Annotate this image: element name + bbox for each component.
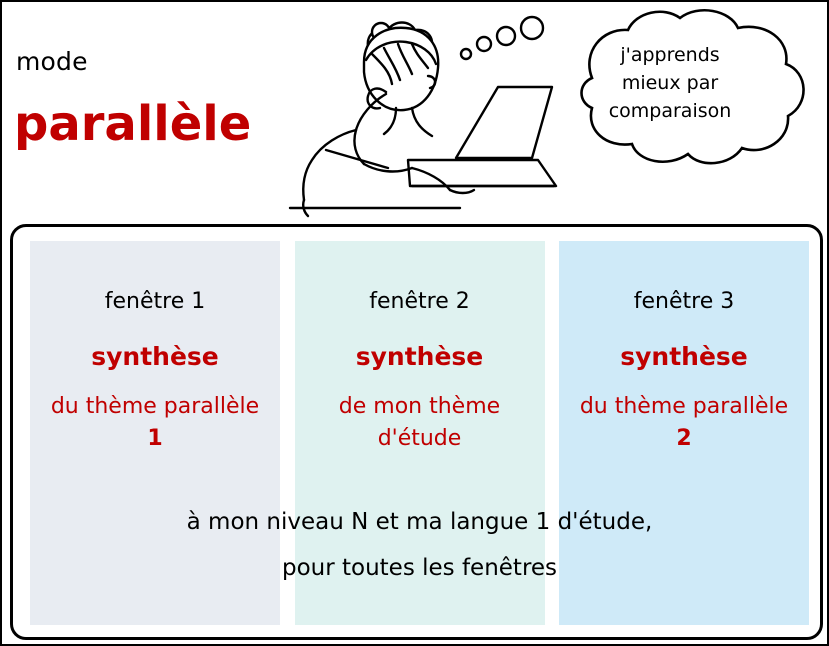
window-description-3 <box>559 391 809 455</box>
bubble-line-2: mieux par <box>621 72 719 94</box>
window-column-2 <box>295 241 545 625</box>
window-description-number-1: 1 <box>147 426 163 451</box>
window-description-text-3: du thème parallèle <box>579 394 789 419</box>
bubble-line-3: comparaison <box>608 100 732 122</box>
window-description-2 <box>295 391 545 455</box>
window-title-3: fenêtre 3 <box>633 289 735 314</box>
window-description-text-2: de mon thème <box>338 394 501 419</box>
window-column-3 <box>559 241 809 625</box>
bubble-line-1: j'apprends <box>620 44 720 66</box>
page-title: parallèle <box>14 96 252 152</box>
window-synthesis-3: synthèse <box>620 342 748 371</box>
window-column-1 <box>30 241 280 625</box>
window-title-2: fenêtre 2 <box>369 289 470 314</box>
window-description-number-2: d'étude <box>377 426 462 451</box>
thought-bubble-icon <box>442 8 822 178</box>
thought-bubble-text <box>570 41 770 125</box>
window-description-text-1: du thème parallèle <box>50 394 260 419</box>
window-description-number-3: 2 <box>676 426 692 451</box>
windows-panel <box>10 224 823 640</box>
window-synthesis-2: synthèse <box>355 342 484 371</box>
footer-line-1: à mon niveau N et ma langue 1 d'étude, <box>186 509 653 535</box>
columns-container <box>30 241 809 625</box>
header-section <box>2 2 829 224</box>
window-title-1: fenêtre 1 <box>104 289 206 314</box>
footer-line-2: pour toutes les fenêtres <box>281 555 558 581</box>
window-synthesis-1: synthèse <box>91 342 219 371</box>
window-description-1 <box>30 391 280 455</box>
mode-label: mode <box>16 47 88 76</box>
